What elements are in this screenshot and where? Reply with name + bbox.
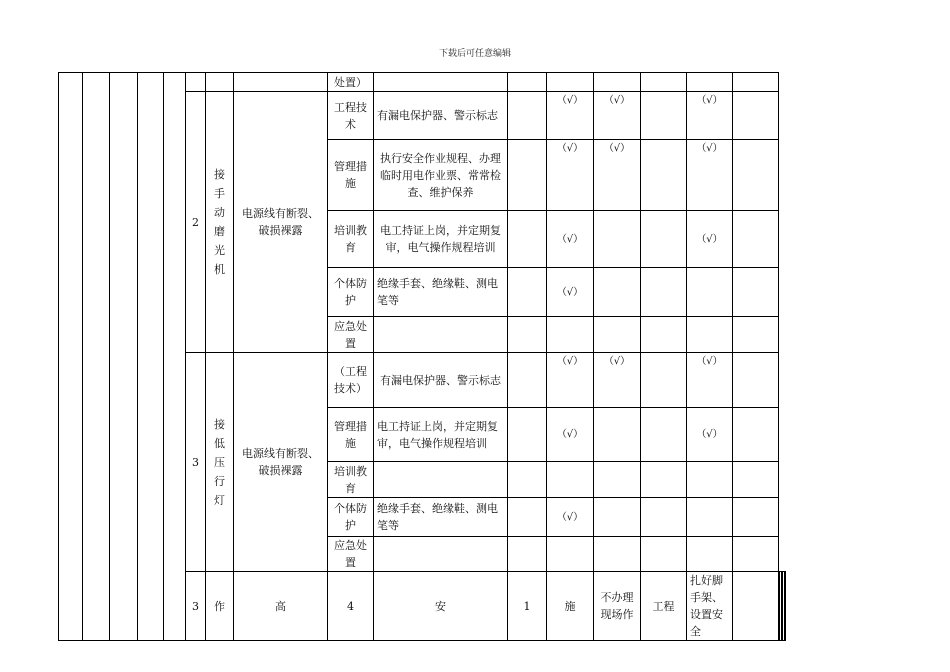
- measure-type: 培训教育: [328, 462, 374, 498]
- cell: 安: [374, 572, 508, 641]
- hazard-description: 不办理现场作: [594, 572, 641, 641]
- check-mark: （√）: [687, 408, 733, 462]
- check-mark: （√）: [547, 92, 594, 140]
- cell: [641, 537, 687, 572]
- cell: [641, 317, 687, 353]
- cell: [733, 462, 779, 498]
- cell: [374, 73, 508, 92]
- cell: [508, 211, 547, 268]
- measure-content: [374, 537, 508, 572]
- cell: [641, 211, 687, 268]
- cell: [641, 408, 687, 462]
- measure-type: 培训教育: [328, 211, 374, 268]
- measure-content: 有漏电保护器、警示标志: [374, 92, 508, 140]
- cell: [547, 317, 594, 353]
- step-number: 2: [186, 92, 206, 353]
- cell: 4: [328, 572, 374, 641]
- cell: [594, 498, 641, 537]
- cell: [641, 498, 687, 537]
- cell: [547, 537, 594, 572]
- cell: [733, 211, 779, 268]
- check-mark: （√）: [547, 498, 594, 537]
- measure-content: [374, 462, 508, 498]
- measure-type: （工程技术）: [328, 353, 374, 408]
- cell: [733, 92, 779, 140]
- cell: [508, 92, 547, 140]
- cell: [733, 408, 779, 462]
- measure-type: 工程: [641, 572, 687, 641]
- check-mark: （√）: [594, 140, 641, 211]
- cell: [594, 408, 641, 462]
- cell: [547, 73, 594, 92]
- cell-col4-merged: [138, 73, 164, 641]
- cell: 3: [186, 572, 206, 641]
- measure-content: [374, 317, 508, 353]
- cell: [687, 462, 733, 498]
- cell: [508, 268, 547, 317]
- cell: [733, 572, 779, 641]
- cell: [508, 317, 547, 353]
- cell: [733, 317, 779, 353]
- cell: [687, 268, 733, 317]
- cell: [508, 353, 547, 408]
- step-number: 3: [186, 353, 206, 572]
- measure-type: 工程技术: [328, 92, 374, 140]
- check-mark: （√）: [687, 211, 733, 268]
- cell: [733, 498, 779, 537]
- cell: [784, 572, 785, 641]
- measure-type: 应急处置: [328, 317, 374, 353]
- measure-type: 管理措施: [328, 408, 374, 462]
- check-mark: （√）: [687, 140, 733, 211]
- cell: [508, 73, 547, 92]
- check-mark: （√）: [547, 140, 594, 211]
- cell: [186, 73, 206, 92]
- cell: [641, 73, 687, 92]
- check-mark: （√）: [547, 353, 594, 408]
- cell: [547, 462, 594, 498]
- measure-content: 绝缘手套、绝缘鞋、测电笔等: [374, 268, 508, 317]
- cell: [733, 140, 779, 211]
- step-number: 1: [508, 572, 547, 641]
- measure-type-cell: 处置）: [328, 73, 374, 92]
- cell: [508, 462, 547, 498]
- measure-content: 电工持证上岗，并定期复审，电气操作规程培训: [374, 211, 508, 268]
- measure-content: 电工持证上岗，并定期复审，电气操作规程培训: [374, 408, 508, 462]
- cell: [687, 73, 733, 92]
- cell: [594, 268, 641, 317]
- cell: [733, 537, 779, 572]
- cell: [641, 353, 687, 408]
- check-mark: （√）: [594, 92, 641, 140]
- cell: [508, 498, 547, 537]
- cell: [206, 73, 234, 92]
- measure-type: 应急处置: [328, 537, 374, 572]
- check-mark: （√）: [687, 353, 733, 408]
- step-name: 接低压行灯: [214, 417, 225, 507]
- cell-col1-merged: [59, 73, 83, 641]
- cell: 作: [206, 572, 234, 641]
- cell-col3-merged: [110, 73, 138, 641]
- cell: [733, 353, 779, 408]
- cell: [733, 73, 779, 92]
- page-header: 下载后可任意编辑: [438, 49, 511, 59]
- cell: [733, 268, 779, 317]
- cell: [594, 537, 641, 572]
- step-name-cell: [206, 92, 234, 353]
- cell: [687, 498, 733, 537]
- measure-type: 个体防护: [328, 498, 374, 537]
- measure-type: 管理措施: [328, 140, 374, 211]
- cell: [594, 462, 641, 498]
- cell: 高: [234, 572, 328, 641]
- cell: [641, 462, 687, 498]
- hazard-description: 电源线有断裂、破损裸露: [234, 92, 328, 353]
- cell-col2-merged: [83, 73, 110, 641]
- check-mark: （√）: [547, 268, 594, 317]
- measure-type: 个体防护: [328, 268, 374, 317]
- table-row: [59, 73, 786, 92]
- step-name-cell: [206, 353, 234, 572]
- measure-content: 执行安全作业规程、办理临时用电作业票、常常检查、维护保养: [374, 140, 508, 211]
- check-mark: （√）: [687, 92, 733, 140]
- check-mark: （√）: [594, 353, 641, 408]
- step-name: 施: [547, 572, 594, 641]
- measure-content: 有漏电保护器、警示标志: [374, 353, 508, 408]
- cell: [508, 140, 547, 211]
- cell: [641, 268, 687, 317]
- cell: [641, 92, 687, 140]
- cell: [594, 73, 641, 92]
- hazard-description: 电源线有断裂、破损裸露: [234, 353, 328, 572]
- cell-col5-merged: [164, 73, 186, 641]
- cell: [508, 408, 547, 462]
- cell: [594, 317, 641, 353]
- cell: [234, 73, 328, 92]
- measure-content: 扎好脚手架、设置安全: [687, 572, 733, 641]
- cell: [594, 211, 641, 268]
- check-mark: （√）: [547, 211, 594, 268]
- measure-content: 绝缘手套、绝缘鞋、测电笔等: [374, 498, 508, 537]
- risk-control-table: [58, 72, 786, 641]
- check-mark: （√）: [547, 408, 594, 462]
- step-name: 接手动磨光机: [214, 168, 225, 276]
- cell: [641, 140, 687, 211]
- cell: [508, 537, 547, 572]
- cell: [687, 317, 733, 353]
- cell: [687, 537, 733, 572]
